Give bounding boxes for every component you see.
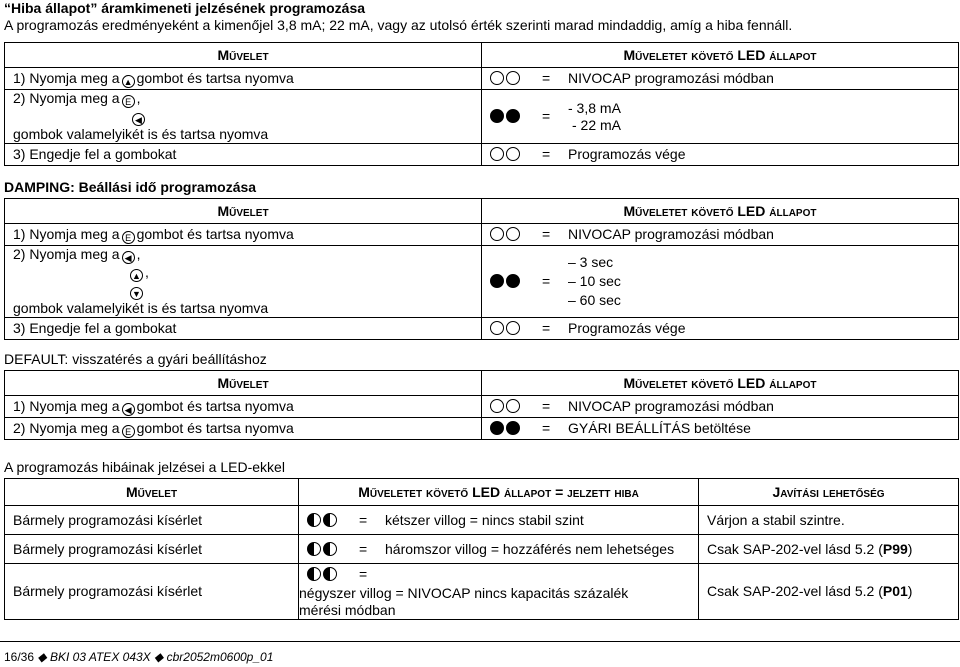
errors-row3-op: Bármely programozási kísérlet	[5, 564, 299, 620]
section-title-default: DEFAULT: visszatérés a gyári beállításhoz	[4, 351, 267, 367]
section-title-error-state: “Hiba állapot” áramkimeneti jelzésének programozása	[4, 0, 366, 16]
diamond-icon: ◆	[37, 650, 47, 664]
led-on-icon	[490, 421, 504, 435]
left-button-icon: ◀	[122, 403, 135, 416]
errors-row2-op: Bármely programozási kísérlet	[5, 535, 299, 564]
left-button-icon: ◀	[132, 113, 145, 126]
left-button-icon: ◀	[122, 251, 135, 264]
led-off-icon	[490, 147, 504, 161]
e-button-icon: E	[122, 425, 135, 438]
e-button-icon: E	[122, 231, 135, 244]
header-led-state: Műveletet követő LED állapot	[482, 371, 959, 396]
led-blink-icon	[307, 567, 321, 581]
diamond-icon: ◆	[154, 650, 164, 664]
up-button-icon: ▲	[130, 269, 143, 282]
e-button-icon: E	[122, 95, 135, 108]
footer-doc: BKI 03 ATEX 043X	[49, 650, 151, 664]
led-off-icon	[506, 71, 520, 85]
errors-header-fix: Javítási lehetőség	[699, 479, 959, 506]
t1-row3-result: = Programozás vége	[482, 144, 959, 166]
t1-row3-op: 3) Engedje fel a gombokat	[5, 144, 482, 166]
errors-row2-fix: Csak SAP-202-vel lásd 5.2 (P99)	[699, 535, 959, 564]
led-off-icon	[506, 227, 520, 241]
header-muvelet: Művelet	[5, 43, 482, 68]
led-off-icon	[490, 321, 504, 335]
footer	[4, 649, 273, 666]
led-off-icon	[490, 71, 504, 85]
header-led-state: Műveletet követő LED állapot	[482, 43, 959, 68]
t1-row1-result: = NIVOCAP programozási módban	[482, 68, 959, 90]
t1-row2-op: 2) Nyomja meg a E , ◀ gombok valamelyikét is és tartsa nyomva	[5, 90, 482, 144]
down-button-icon: ▼	[130, 287, 143, 300]
damping-row3-result: = Programozás vége	[482, 318, 959, 340]
table-errors	[4, 478, 959, 620]
errors-row2-led: = háromszor villog = hozzáférés nem lehetséges	[299, 535, 699, 564]
header-muvelet: Művelet	[5, 371, 482, 396]
errors-row1-led: = kétszer villog = nincs stabil szint	[299, 506, 699, 535]
led-blink-icon	[323, 567, 337, 581]
table-error-state	[4, 42, 959, 166]
damping-row3-op: 3) Engedje fel a gombokat	[5, 318, 482, 340]
led-blink-icon	[307, 513, 321, 527]
led-blink-icon	[323, 542, 337, 556]
default-row2-result: = GYÁRI BEÁLLÍTÁS betöltése	[482, 418, 959, 440]
errors-header-led: Műveletet követő LED állapot = jelzett hiba	[299, 479, 699, 506]
footer-file: cbr2052m0600p_01	[166, 650, 274, 664]
damping-row1-op: 1) Nyomja meg a E gombot és tartsa nyomva	[5, 224, 482, 246]
errors-row3-led: = négyszer villog = NIVOCAP nincs kapacitás százalék mérési módban	[299, 564, 699, 620]
led-on-icon	[490, 274, 504, 288]
damping-row1-result: = NIVOCAP programozási módban	[482, 224, 959, 246]
damping-row2-result: = – 3 sec – 10 sec – 60 sec	[482, 246, 959, 318]
section-title-errors: A programozás hibáinak jelzései a LED-ekkel	[4, 459, 285, 475]
errors-row1-op: Bármely programozási kísérlet	[5, 506, 299, 535]
led-on-icon	[490, 109, 504, 123]
errors-row1-fix: Várjon a stabil szintre.	[699, 506, 959, 535]
footer-page: 16/36	[4, 650, 35, 664]
footer-rule	[0, 641, 960, 642]
header-led-state: Műveletet követő LED állapot	[482, 199, 959, 224]
up-button-icon: ▲	[122, 75, 135, 88]
led-blink-icon	[323, 513, 337, 527]
led-on-icon	[506, 274, 520, 288]
errors-row3-fix: Csak SAP-202-vel lásd 5.2 (P01)	[699, 564, 959, 620]
damping-row2-op: 2) Nyomja meg a ◀ , ▲ , ▼ gombok valamelyikét is és tartsa nyomva	[5, 246, 482, 318]
led-off-icon	[506, 399, 520, 413]
default-row2-op: 2) Nyomja meg a E gombot és tartsa nyomva	[5, 418, 482, 440]
led-off-icon	[490, 227, 504, 241]
t1-row2-result: = - 3,8 mA - 22 mA	[482, 90, 959, 144]
default-row1-result: = NIVOCAP programozási módban	[482, 396, 959, 418]
table-default	[4, 370, 959, 440]
table-damping	[4, 198, 959, 340]
led-on-icon	[506, 421, 520, 435]
section-title-damping: DAMPING: Beállási idő programozása	[4, 179, 257, 195]
default-row1-op: 1) Nyomja meg a ◀ gombot és tartsa nyomva	[5, 396, 482, 418]
led-off-icon	[506, 147, 520, 161]
led-off-icon	[506, 321, 520, 335]
t1-row1-op: 1) Nyomja meg a ▲ gombot és tartsa nyomva	[5, 68, 482, 90]
intro-text: A programozás eredményeként a kimenőjel 3,8 mA; 22 mA, vagy az utolsó érték szerinti marad mindaddig, amíg a hiba fennáll.	[4, 17, 793, 33]
header-muvelet: Művelet	[5, 199, 482, 224]
led-on-icon	[506, 109, 520, 123]
led-off-icon	[490, 399, 504, 413]
errors-header-op: Művelet	[5, 479, 299, 506]
led-blink-icon	[307, 542, 321, 556]
